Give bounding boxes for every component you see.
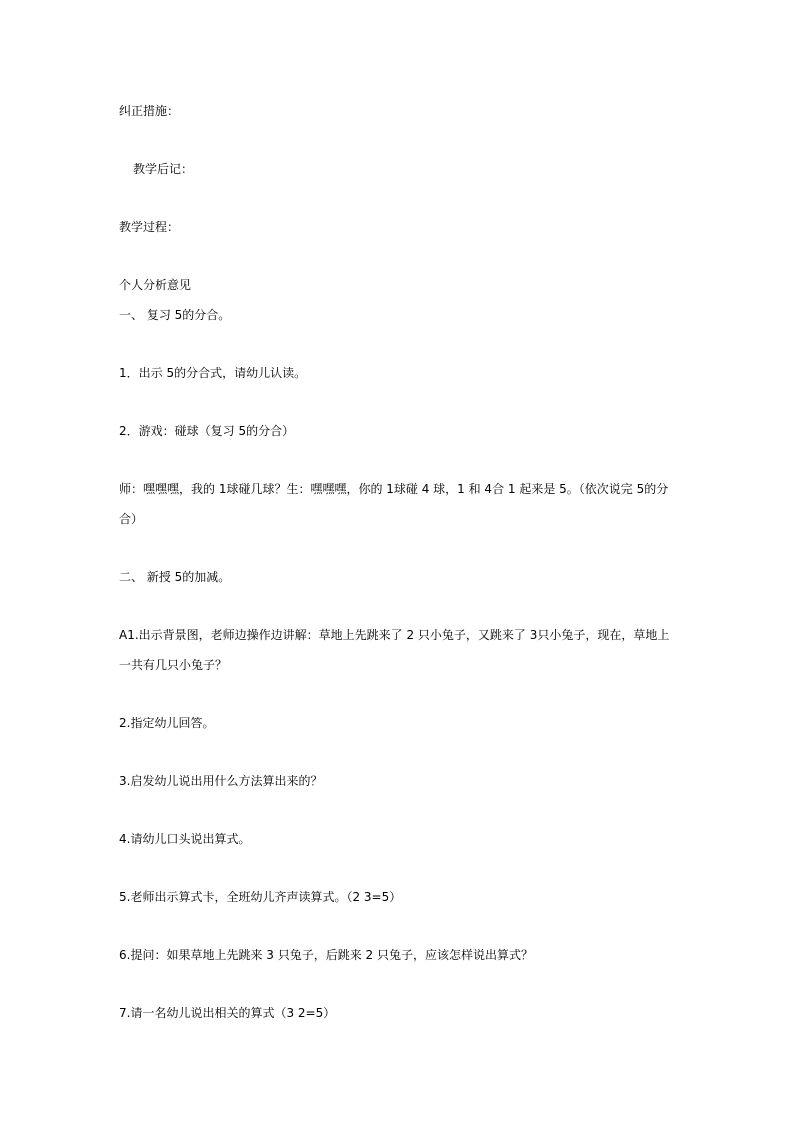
step-2-answer-text: 2.指定幼儿回答。 bbox=[119, 716, 215, 730]
teaching-notes-heading: 教学后记： bbox=[133, 162, 194, 176]
dialogue-paragraph: 师：嘿嘿嘿，我的 1球碰几球？生：嘿嘿嘿，你的 1球碰 4 球，1 和 4合 1 起来是 5。（依次说完 5的分合） bbox=[119, 482, 669, 526]
section-two-heading: 二、 新授 5的加减。 bbox=[119, 570, 231, 584]
personal-analysis-heading: 个人分析意见 bbox=[119, 278, 192, 292]
step-1-text: 1．出示 5的分合式，请幼儿认读。 bbox=[119, 366, 307, 380]
teaching-process-heading: 教学过程： bbox=[119, 220, 180, 234]
step-5-text: 5.老师出示算式卡，全班幼儿齐声读算式。（2 3=5） bbox=[119, 890, 402, 904]
step-a1-paragraph: A1.出示背景图，老师边操作边讲解：草地上先跳来了 2 只小兔子，又跳来了 3只小兔子，现在，草地上一共有几只小兔子？ bbox=[119, 628, 670, 672]
step-4-text: 4.请幼儿口头说出算式。 bbox=[119, 832, 251, 846]
step-7-text: 7.请一名幼儿说出相关的算式（3 2=5） bbox=[119, 1006, 336, 1020]
section-one-heading: 一、 复习 5的分合。 bbox=[119, 308, 231, 322]
step-3-text: 3.启发幼儿说出用什么方法算出来的？ bbox=[119, 774, 323, 788]
step-6-text: 6.提问：如果草地上先跳来 3 只兔子，后跳来 2 只兔子，应该怎样说出算式？ bbox=[119, 948, 533, 962]
step-2-text: 2．游戏：碰球（复习 5的分合） bbox=[119, 424, 295, 438]
corrective-measures-heading: 纠正措施： bbox=[119, 104, 180, 118]
